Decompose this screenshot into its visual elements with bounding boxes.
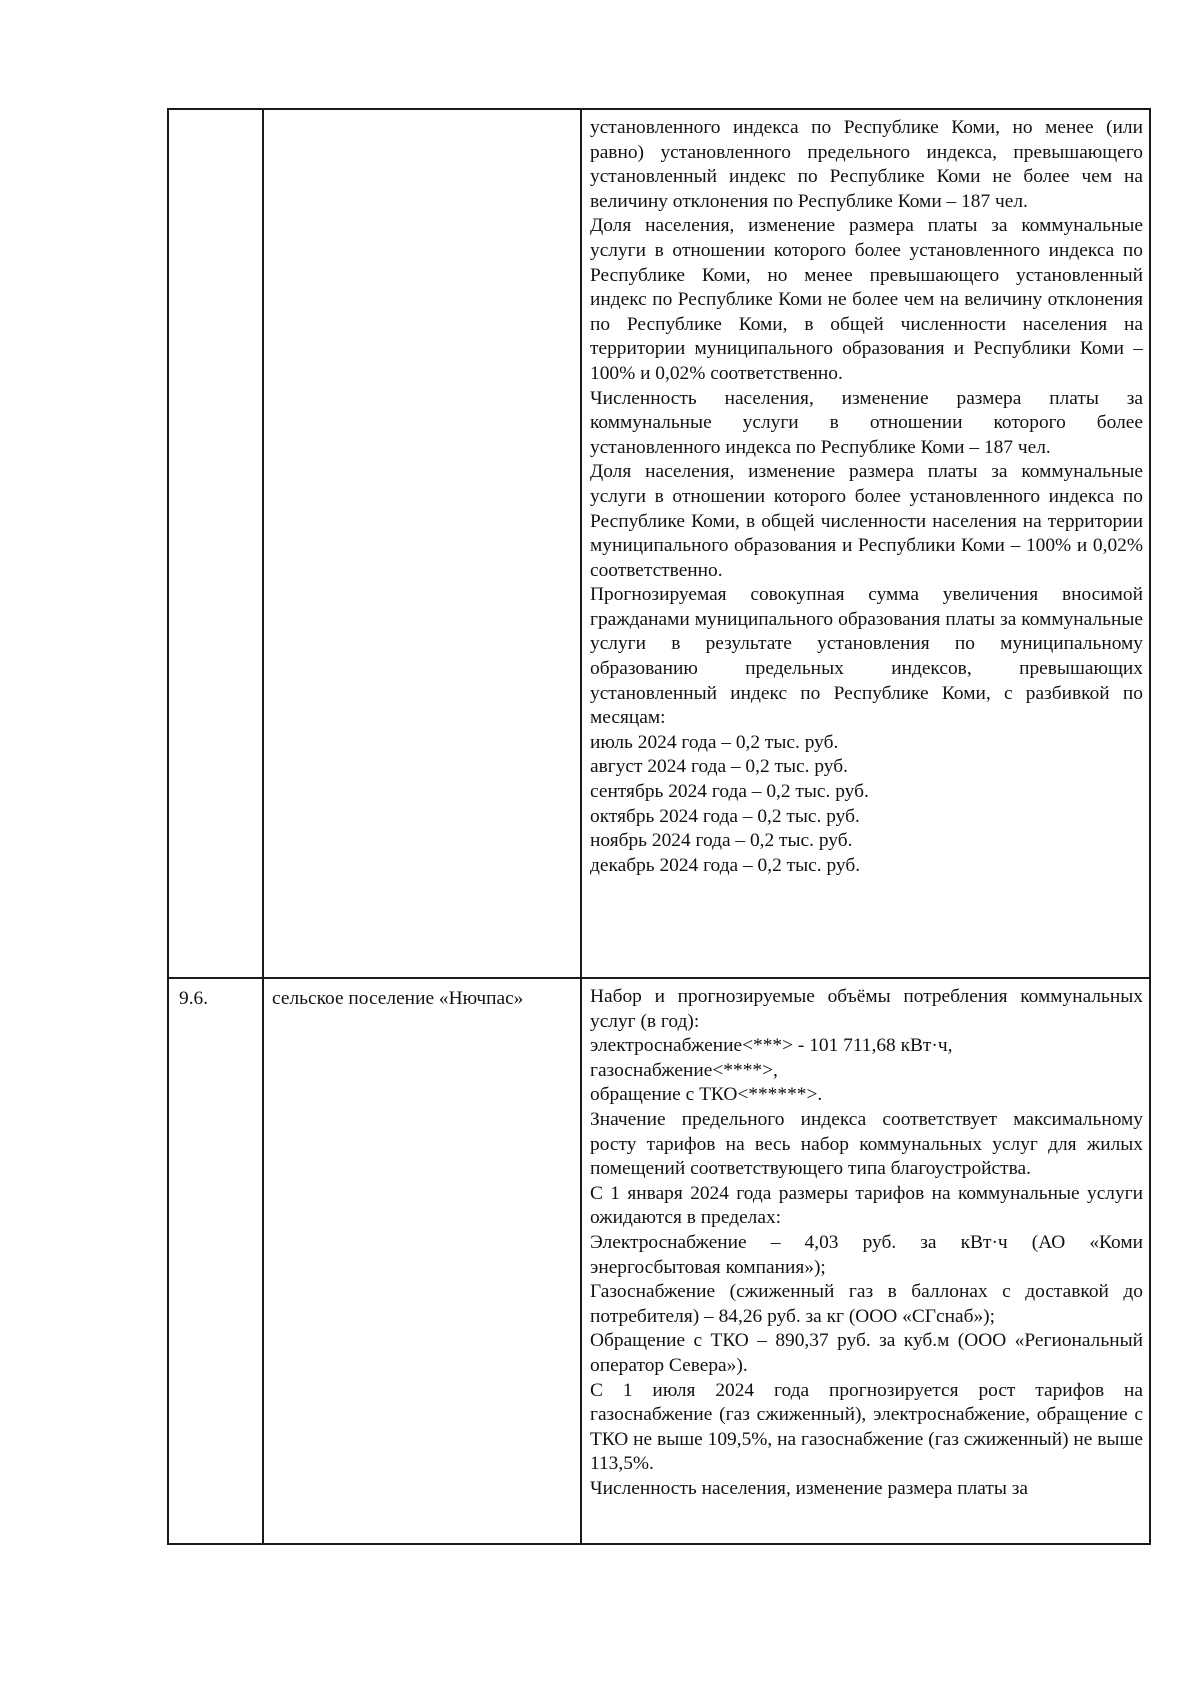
paragraph: Прогнозируемая совокупная сумма увеличения вносимой гражданами муниципального образования платы за коммунальные услуги в результате установления по муниципальному образованию предельных индексов, превышающих установленный индекс по Республике Коми, с разбивкой по месяцам:: [590, 584, 1143, 729]
row-number-cell: 9.6.: [168, 978, 263, 1544]
paragraph: Набор и прогнозируемые объёмы потребления коммунальных услуг (в год):: [590, 986, 1143, 1032]
paragraph: С 1 июля 2024 года прогнозируется рост тарифов на газоснабжение (газ сжиженный), электроснабжение, обращение с ТКО не выше 109,5%, на газоснабжение (газ сжиженный) не выше 113,5%.: [590, 1379, 1143, 1475]
document-table: [167, 108, 1151, 1545]
service-volume-line: электроснабжение<***> - 101 711,68 кВт·ч,: [590, 1035, 953, 1057]
monthly-amount-line: сентябрь 2024 года – 0,2 тыс. руб.: [590, 781, 869, 803]
monthly-amount-line: август 2024 года – 0,2 тыс. руб.: [590, 756, 848, 778]
monthly-amount-line: декабрь 2024 года – 0,2 тыс. руб.: [590, 854, 861, 876]
monthly-amount-line: ноябрь 2024 года – 0,2 тыс. руб.: [590, 830, 853, 852]
monthly-amount-line: октябрь 2024 года – 0,2 тыс. руб.: [590, 805, 860, 827]
paragraph: Численность населения, изменение размера платы за: [590, 1477, 1028, 1499]
paragraph: Доля населения, изменение размера платы за коммунальные услуги в отношении которого более установленного индекса по Республике Коми, в общей численности населения на территории муниципального образования и Республики Коми – 100% и 0,02% соответственно.: [590, 461, 1143, 581]
paragraph: Доля населения, изменение размера платы за коммунальные услуги в отношении которого более установленного индекса по Республике Коми, но менее превышающего установленный индекс по Республике Коми не более чем на величину отклонения по Республике Коми, в общей численности населения на территории муниципального образования и Республики Коми – 100% и 0,02% соответственно.: [590, 215, 1143, 384]
service-volume-line: обращение с ТКО<******>.: [590, 1084, 823, 1106]
monthly-amount-line: июль 2024 года – 0,2 тыс. руб.: [590, 731, 839, 753]
municipality-name-cell: [263, 109, 581, 978]
paragraph: С 1 января 2024 года размеры тарифов на коммунальные услуги ожидаются в пределах:: [590, 1182, 1143, 1229]
row-number-cell: [168, 109, 263, 978]
table-row: [168, 978, 1150, 1544]
service-volume-line: газоснабжение<****>,: [590, 1059, 778, 1081]
paragraph: Обращение с ТКО – 890,37 руб. за куб.м (ООО «Региональный оператор Севера»).: [590, 1330, 1143, 1376]
paragraph: Электроснабжение – 4,03 руб. за кВт·ч (АО «Коми энергосбытовая компания»);: [590, 1231, 1143, 1278]
description-cell: [581, 109, 1150, 978]
municipality-name-cell: сельское поселение «Нючпас»: [263, 978, 581, 1544]
paragraph: Газоснабжение (сжиженный газ в баллонах с доставкой до потребителя) – 84,26 руб. за кг (ООО «СГснаб»);: [590, 1281, 1143, 1327]
description-cell: [581, 978, 1150, 1544]
paragraph: Численность населения, изменение размера платы за коммунальные услуги в отношении которого более установленного индекса по Республике Коми – 187 чел.: [590, 387, 1143, 458]
paragraph: Значение предельного индекса соответствует максимальному росту тарифов на весь набор коммунальных услуг для жилых помещений соответствующего типа благоустройства.: [590, 1108, 1143, 1180]
table-row: [168, 109, 1150, 978]
paragraph: установленного индекса по Республике Коми, но менее (или равно) установленного предельного индекса, превышающего установленный индекс по Республике Коми не более чем на величину отклонения по Республике Коми – 187 чел.: [590, 117, 1143, 212]
